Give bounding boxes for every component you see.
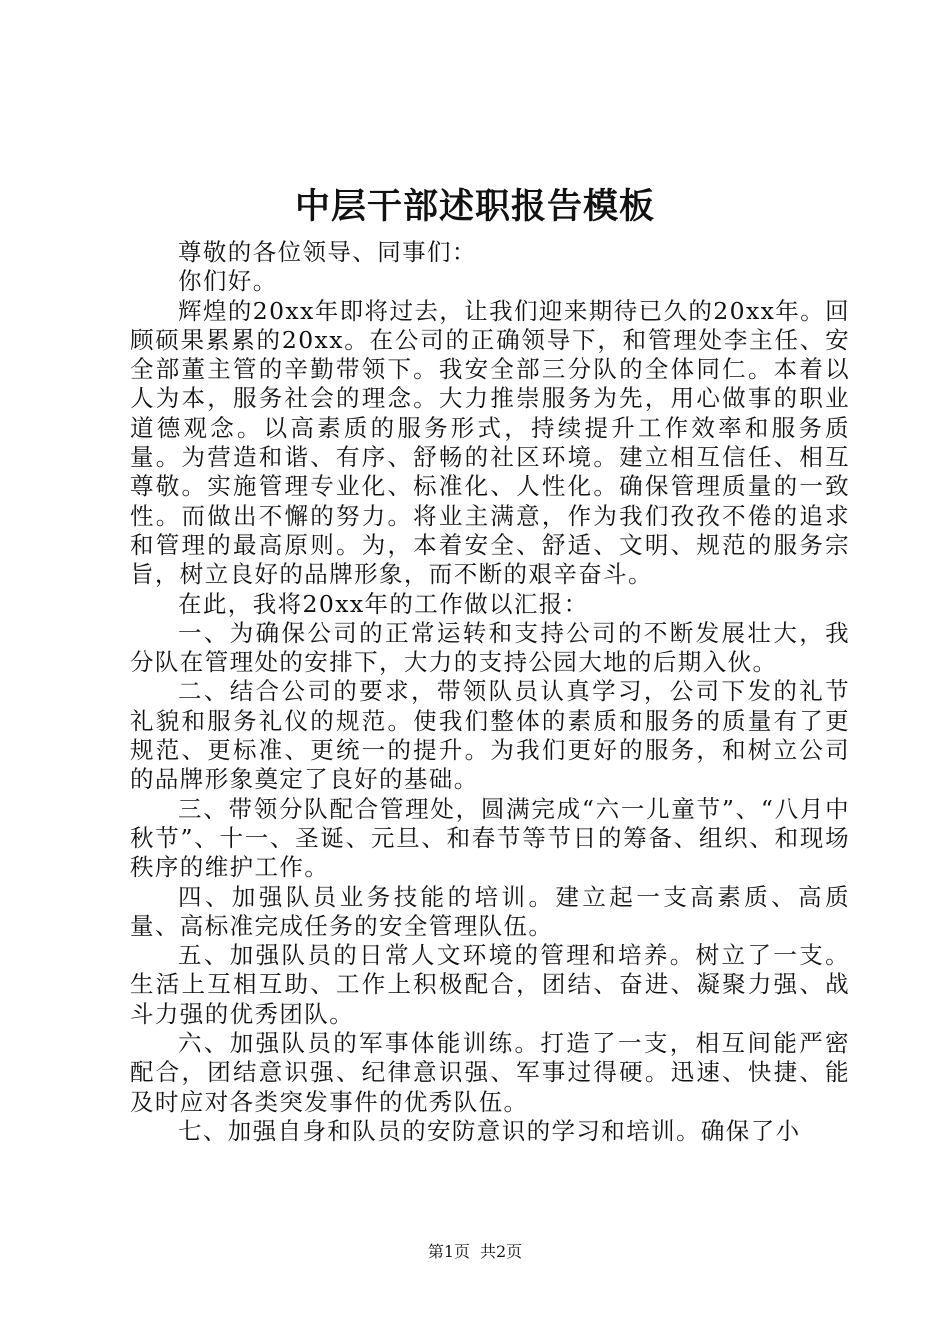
document-title: 中层干部述职报告模板: [294, 186, 655, 227]
item-1-paragraph: 一、为确保公司的正常运转和支持公司的不断发展壮大，我分队在管理处的安排下，大力的支持公园大地的后期入伙。: [130, 618, 850, 677]
item-2-paragraph: 二、结合公司的要求，带领队员认真学习，公司下发的礼节礼貌和服务礼仪的规范。使我们整体的素质和服务的质量有了更规范、更标准、更统一的提升。为我们更好的服务，和树立公司的品牌形象奠定了良好的基础。: [130, 677, 850, 794]
page-footer: [0, 1242, 950, 1262]
hello-line: 你们好。: [178, 267, 278, 296]
item-3-paragraph: 三、带领分队配合管理处，圆满完成“六一儿童节”、“八月中秋节”、十一、圣诞、元旦、和春节等节日的筹备、组织、和现场秩序的维护工作。: [130, 794, 850, 882]
greeting-line: 尊敬的各位领导、同事们：: [178, 238, 477, 266]
page-total: 共2页: [480, 1242, 523, 1261]
report-lead-paragraph: 在此，我将20xx年的工作做以汇报：: [178, 589, 589, 618]
item-5-paragraph: 五、加强队员的日常人文环境的管理和培养。树立了一支。生活上互相互助、工作上积极配合，团结、奋进、凝聚力强、战斗力强的优秀团队。: [130, 941, 850, 1028]
page-number: 第1页: [427, 1242, 470, 1261]
item-4-paragraph: 四、加强队员业务技能的培训。建立起一支高素质、高质量、高标准完成任务的安全管理队伍。: [130, 882, 850, 940]
intro-paragraph: 辉煌的20xx年即将过去，让我们迎来期待已久的20xx年。回顾硕果累累的20xx。在公司的正确领导下，和管理处李主任、安全部董主管的辛勤带领下。我安全部三分队的全体同仁。本着以人为本，服务社会的理念。大力推崇服务为先，用心做事的职业道德观念。以高素质的服务形式，持续提升工作效率和服务质量。为营造和谐、有序、舒畅的社区环境。建立相互信任、相互尊敬。实施管理专业化、标准化、人性化。确保管理质量的一致性。而做出不懈的努力。将业主满意，作为我们孜孜不倦的追求和管理的最高原则。为，本着安全、舒适、文明、规范的服务宗旨，树立良好的品牌形象，而不断的艰辛奋斗。: [130, 296, 850, 589]
document-body: [130, 238, 850, 1146]
item-7-paragraph: 七、加强自身和队员的安防意识的学习和培训。确保了小: [178, 1116, 801, 1145]
item-6-paragraph: 六、加强队员的军事体能训练。打造了一支，相互间能严密配合，团结意识强、纪律意识强、军事过得硬。迅速、快捷、能及时应对各类突发事件的优秀队伍。: [130, 1029, 850, 1116]
